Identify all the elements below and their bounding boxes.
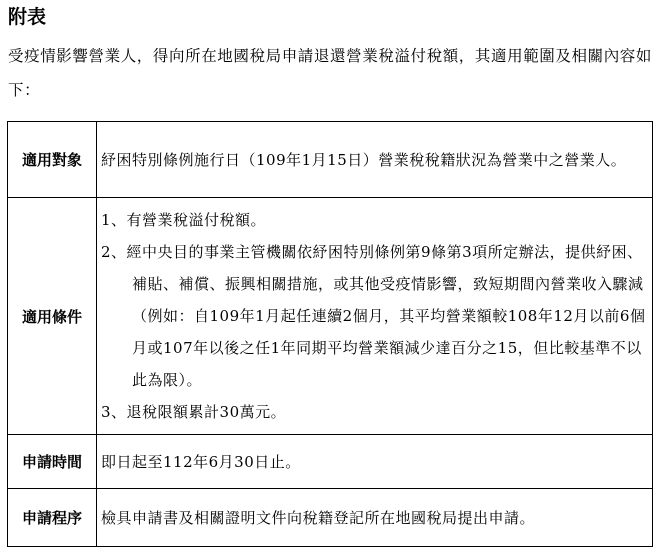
condition-item-2: 2、經中央目的事業主管機關依紓困特別條例第9條第3項所定辦法，提供紓困、補貼、補償、振興相關措施，或其他受疫情影響，致短期間內營業收入驟減（例如：自109年1月起任連續2個月，其平均營業額較108年12月以前6個月或107年以後之任1年同期平均營業額減少達百分之15，但比較基準不以此為限）。 (101, 243, 646, 389)
page-title: 附表 (8, 6, 47, 28)
row-header-target: 適用對象 (8, 122, 97, 198)
condition-item-3: 3、退稅限額累計30萬元。 (101, 403, 287, 421)
table-row-conditions (8, 198, 653, 435)
table-row-procedure (8, 489, 653, 547)
table-row-target (8, 122, 653, 198)
row-header-procedure: 申請程序 (8, 489, 97, 547)
table-row-application-period (8, 435, 653, 489)
scope-table (7, 121, 653, 547)
row-content-application-period: 即日起至112年6月30日止。 (97, 435, 653, 489)
row-content-target: 紓困特別條例施行日（109年1月15日）營業稅稅籍狀況為營業中之營業人。 (97, 122, 653, 198)
intro-paragraph: 受疫情影響營業人，得向所在地國稅局申請退還營業稅溢付稅額，其適用範圍及相關內容如下： (8, 47, 653, 99)
row-content-procedure: 檢具申請書及相關證明文件向稅籍登記所在地國稅局提出申請。 (97, 489, 653, 547)
row-content-conditions (97, 198, 653, 435)
row-header-conditions: 適用條件 (8, 198, 97, 435)
row-header-application-period: 申請時間 (8, 435, 97, 489)
condition-item-1: 1、有營業稅溢付稅額。 (101, 211, 267, 229)
